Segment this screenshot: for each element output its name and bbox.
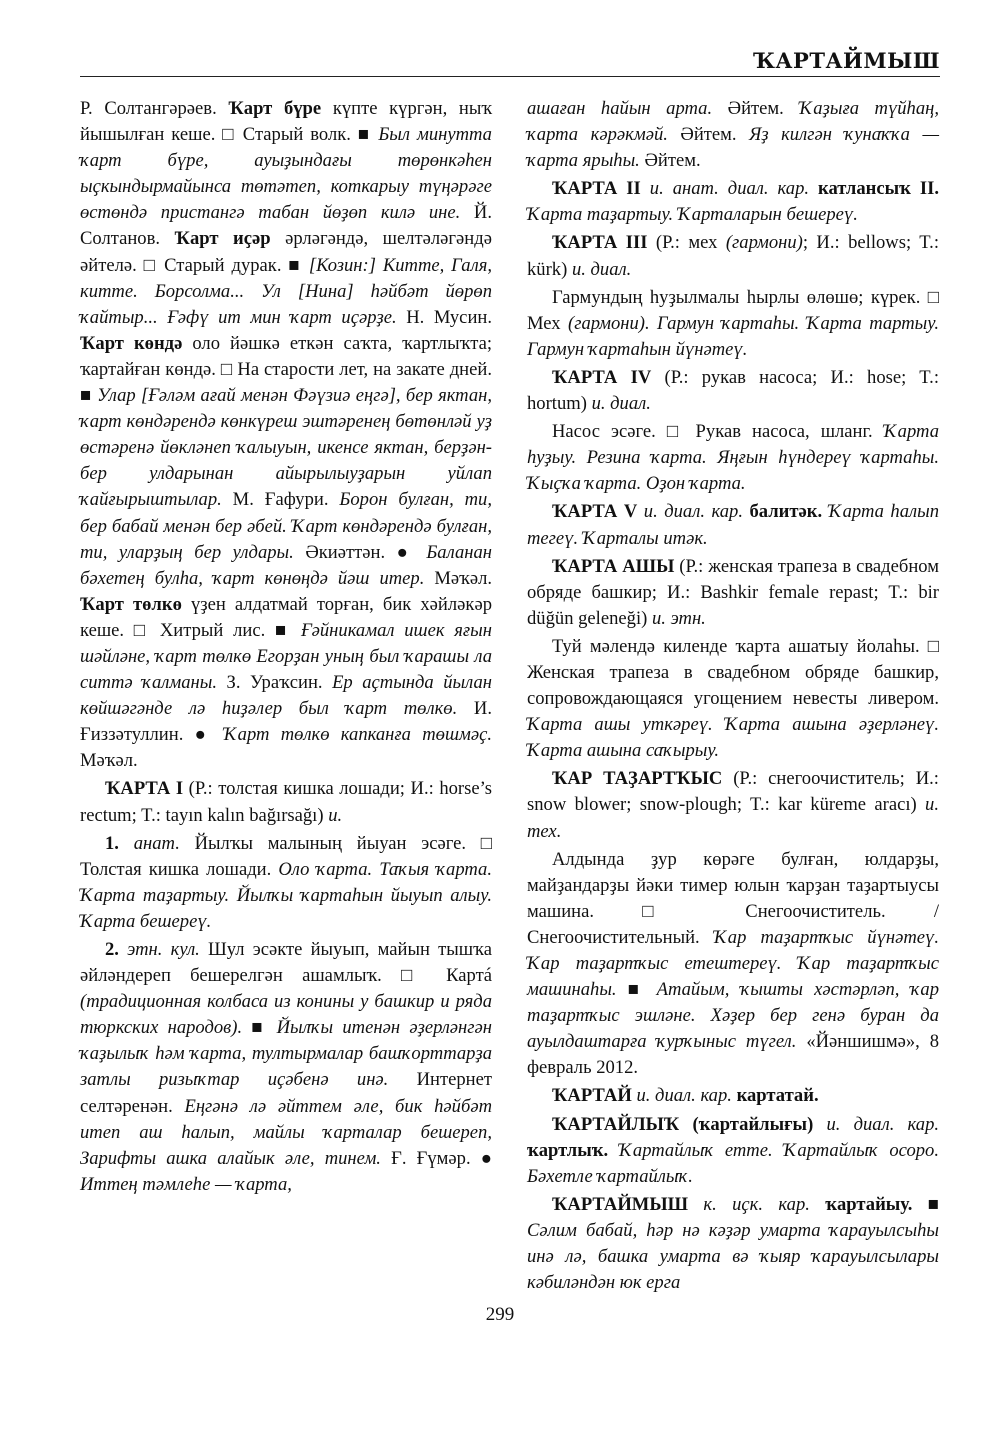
- text-run: ■: [242, 1017, 277, 1039]
- running-header: [80, 46, 940, 77]
- left-column: [80, 96, 492, 1198]
- right-column-paragraph: [527, 365, 939, 417]
- left-column-paragraph: [80, 96, 492, 774]
- text-run: Шул эсәкте йыуып, майын тышҡа әйләндереп бешерелгән ашамлыҡ. □ Картá: [80, 939, 492, 987]
- text-run: З. Ураҡсин.: [217, 672, 333, 694]
- text-run: ■: [616, 979, 657, 1001]
- headword: 2.: [105, 939, 119, 960]
- text-run: Алдында ҙур көрәге булған, юлдарҙы, майҙандарҙы йәки тимер юлын ҡарҙан таҙартыусы машина. □ Снегоочиститель. / Снегоочистительный.: [527, 848, 939, 948]
- headword: балитәк.: [742, 501, 823, 523]
- italic-text: и. диал. кар.: [637, 501, 743, 523]
- text-run: (Р.: снегоочиститель; И.: snow blower; snow-plough; T.: kar küreme aracı): [527, 768, 939, 816]
- italic-text: Был минутта ҡарт бүре, ауыҙындағы төрөнкәһен ыҫкындырмайынса төтәтеп, коткарыу түңәрәге өстөндә пристангә табан йөҙөп килә ине.: [80, 124, 492, 224]
- headword: ҠАРТА III: [552, 232, 648, 254]
- italic-text: Ҡар таҙартҡыс йүнәтеү. Ҡар таҙартҡыс етештереү. Ҡар таҙартҡыс машинаһы.: [527, 926, 939, 1001]
- italic-text: и. этн.: [651, 607, 706, 629]
- text-run: (Р.: женская трапеза в свадебном обряде башкир; И.: Bashkir female repast; T.: bir düğün geleneği): [527, 555, 940, 629]
- right-column-paragraph: [527, 176, 939, 228]
- left-column-paragraph: [80, 937, 492, 1198]
- right-column-paragraph: [527, 634, 939, 764]
- headword: ҠАРТА V: [552, 501, 638, 523]
- text-run: Интернет селтәренән.: [80, 1069, 492, 1117]
- headword: ҠАРТА АШЫ: [552, 555, 675, 577]
- headword: ҠАРТАЙ: [552, 1085, 632, 1107]
- italic-text: Ҡарта таҙартыу. Ҡарталарын бешереү.: [527, 204, 858, 226]
- right-column-paragraph: [527, 285, 939, 363]
- headword: ҠАР ТАҘАРТҠЫС: [552, 768, 723, 790]
- italic-text: (традиционная колбаса из конины у башкир и ряда тюркских народов).: [80, 991, 492, 1039]
- headword: ҠАРТАЙМЫШ: [552, 1193, 689, 1215]
- right-column-paragraph: [527, 96, 939, 174]
- right-column-paragraph: [527, 419, 939, 497]
- italic-text: Иттең тәмлеһе — ҡарта,: [80, 1173, 292, 1195]
- headword: Ҡарт бүре: [228, 98, 322, 119]
- italic-text: Йылҡы итенән әҙерләнгән ҡаҙылыҡ һәм ҡарта, тултырмалар башҡорттарҙа затлы ризыҡтар иҫәбенә инә.: [80, 1017, 493, 1091]
- text-run: Йылҡы малының йыуан эсәге. □ Толстая кишка лошади.: [80, 832, 492, 880]
- italic-text: и.: [328, 804, 343, 826]
- text-run: Гармундың һуҙылмалы һырлы өлөшө; күрек. □ Мех: [527, 286, 939, 334]
- italic-text: Ҡарт төлкө капканға төшмәҫ.: [223, 724, 492, 746]
- right-column-paragraph: [527, 499, 939, 551]
- text-run: Р. Солтангәрәев.: [80, 98, 229, 119]
- italic-text: Баланан бәхетең булһа, ҡарт көнөңдә йәш итер.: [80, 541, 492, 589]
- italic-text: (гармони): [725, 232, 803, 254]
- headword: ҠАРТА IV: [552, 366, 652, 388]
- headword: ҡартайыу.: [809, 1193, 913, 1215]
- italic-text: Еңгәнә лә әйттем әле, бик һәйбәт итеп аш һалып, майлы ҡарталар бешереп, Зарифты ашка алайык әле, тинем.: [80, 1095, 492, 1169]
- text-run: Әкиәттән. ●: [293, 541, 427, 563]
- text-run: Әйтем.: [667, 124, 750, 146]
- text-run: (Р.: толстая кишка лошади; И.: horse’s rectum; T.: tayın kalın bağırsağı): [80, 778, 492, 826]
- headword: Ҡарт төлкө: [80, 593, 182, 615]
- italic-text: анат.: [118, 832, 180, 854]
- italic-text: Ҡаҙыға түйһаң, ҡарта кәрәкмәй.: [527, 98, 940, 146]
- headword: ҠАРТАЙЛЫҠ (ҡартайлығы): [552, 1113, 814, 1135]
- headword: ҡартлыҡ.: [527, 1139, 609, 1161]
- text-run: Туй мәлендә киленде ҡарта ашатыу йолаһы. □ Женская трапеза в свадебном обряде башкир, сопровождающаяся угощением невесты ливером.: [527, 635, 939, 710]
- italic-text: Сәлим бабай, һәр нә кәҙәр умарта ҡарауылсыһы инә лә, башка умарта вә ҡыяр ҡарауылсылары кәбиләндән юк ерга: [527, 1219, 939, 1294]
- italic-text: этн. кул.: [118, 939, 200, 960]
- right-column-paragraph: [527, 847, 939, 1082]
- text-run: Й. Солтанов.: [80, 202, 492, 250]
- italic-text: ашаған һайын арта.: [527, 98, 713, 119]
- italic-text: Яҙ килгән ҡунаҡҡа — ҡарта ярыһы.: [527, 124, 939, 172]
- text-run: әрләгәндә, шелтәләгәндә әйтелә. □ Старый дурак. ■: [80, 228, 492, 276]
- right-column-paragraph: [527, 1083, 939, 1109]
- italic-text: и. диал.: [591, 393, 651, 415]
- text-run: үҙен алдатмай торған, бик хәйләкәр кеше. □ Хитрый лис. ■: [80, 593, 492, 641]
- text-run: «Йәншишмә», 8 февраль 2012.: [527, 1031, 939, 1079]
- left-column-paragraph: [80, 831, 492, 935]
- right-column-paragraph: [527, 1192, 939, 1296]
- headword: ҠАРТА II: [552, 178, 641, 200]
- italic-text: Улар [Ғәләм ағай менән Фәүзиә еңгә], бер яктан, ҡарт көндәрендә көнкүреш эштәренең бөтөнләй уҙ өстәренә йөкләнеп ҡалыуын, икенсе яктан, берҙән-бер улдарынан айырылыуҙарын уйлап ҡайғырыштылар.: [80, 385, 492, 511]
- text-run: Ғ. Ғүмәр. ●: [380, 1147, 492, 1169]
- headword: Ҡарт иҫәр: [174, 228, 271, 250]
- text-run: И. Ғиззәтуллин. ●: [80, 698, 492, 746]
- header-title: ҠАРТАЙМЫШ: [753, 48, 940, 73]
- text-run: (Р.: мех: [647, 232, 726, 254]
- italic-text: и. диал. кар.: [631, 1085, 732, 1107]
- italic-text: Ҡарта һалып тегеү. Ҡарталы итәк.: [527, 501, 940, 549]
- right-column: [527, 96, 939, 1296]
- text-run: Әйтем.: [712, 98, 800, 119]
- text-run: Мәҡәл.: [424, 567, 492, 589]
- italic-text: (гармони). Гармун ҡартаһы. Ҡарта тартыу. Гармун ҡартаһын йүнәтеү.: [527, 312, 939, 360]
- headword: Ҡарт көндә: [80, 332, 183, 354]
- italic-text: и. диал.: [571, 258, 632, 280]
- text-run: (Р.: рукав насоса; И.: hose; T.: hortum): [527, 366, 939, 415]
- italic-text: и. диал. кар.: [813, 1113, 940, 1135]
- text-run: ; И.: bellows; T.: kürk): [527, 232, 939, 280]
- italic-text: и. тех.: [527, 794, 939, 842]
- italic-text: Ҡарта ашы уткәреү. Ҡарта ашына әҙерләнеү. Ҡарта ашына саҡырыу.: [527, 714, 939, 762]
- text-run: Насос эсәге. □ Рукав насоса, шланг.: [552, 421, 884, 443]
- headword: катлансыҡ II.: [809, 178, 939, 200]
- text-run: күпте күргән, ныҡ йышылған кеше. □ Старый волк. ■: [80, 98, 492, 146]
- page-number: 299: [485, 1304, 515, 1325]
- headword: картатай.: [731, 1085, 819, 1107]
- italic-text: Оло ҡарта. Таҡыя ҡарта. Ҡарта таҙартыу. Йылҡы ҡартаһын йыуып алыу. Ҡарта бешереү.: [80, 858, 492, 932]
- italic-text: к. иҫк. кар.: [688, 1193, 810, 1215]
- headword: 1.: [105, 832, 119, 854]
- right-column-paragraph: [527, 230, 939, 282]
- text-run: оло йәшкә еткән саҡта, ҡартлыҡта; ҡартайған көндә. □ На старости лет, на закате дней. ■: [80, 332, 492, 407]
- text-run: Әйтем.: [639, 150, 701, 172]
- text-run: ■: [912, 1193, 940, 1215]
- left-column-paragraph: [80, 776, 492, 828]
- italic-text: и. анат. диал. кар.: [640, 178, 810, 200]
- italic-text: Борон булған, ти, бер бабай менән бер әбей. Ҡарт көндәрендә булған, ти, уларҙың бер улдары.: [80, 489, 492, 563]
- text-run: М. Ғафури.: [221, 489, 340, 511]
- right-column-paragraph: [527, 1112, 939, 1190]
- italic-text: Ҡарта һуҙыу. Резина ҡарта. Яңғын һүндереү ҡартаһы. Ҡыҫҡа ҡарта. Оҙон ҡарта.: [527, 421, 939, 495]
- text-run: Мәҡәл.: [80, 750, 138, 772]
- italic-text: [Козин:] Китте, Галя, китте. Борсолма... Ул [Нина] һәйбәт йөрөп ҡайтыр... Ғәфү ит мин ҡарт иҫәрҙе.: [80, 254, 492, 328]
- italic-text: Ҡартайлыҡ етте. Ҡартайлыҡ осоро. Бәхетле ҡартайлыҡ.: [527, 1139, 939, 1187]
- right-column-paragraph: [527, 554, 939, 632]
- italic-text: Атайым, ҡышты хәстәрләп, ҡар таҙартҡыс эшләне. Хәҙер бер генә буран да ауылдаштарға ҡурҡыныс түгел.: [527, 979, 939, 1053]
- italic-text: Ер аҫтында йылан көйшәгәнде лә һиҙәлер был ҡарт төлкө.: [80, 672, 492, 720]
- headword: ҠАРТА I: [105, 778, 184, 800]
- right-column-paragraph: [527, 766, 939, 844]
- text-run: Н. Мусин.: [396, 306, 492, 328]
- italic-text: Ғәйникамал ишек яғын шәйләне, ҡарт төлкө Егорҙан уның был ҡарашы ла ситтә ҡалманы.: [80, 619, 492, 694]
